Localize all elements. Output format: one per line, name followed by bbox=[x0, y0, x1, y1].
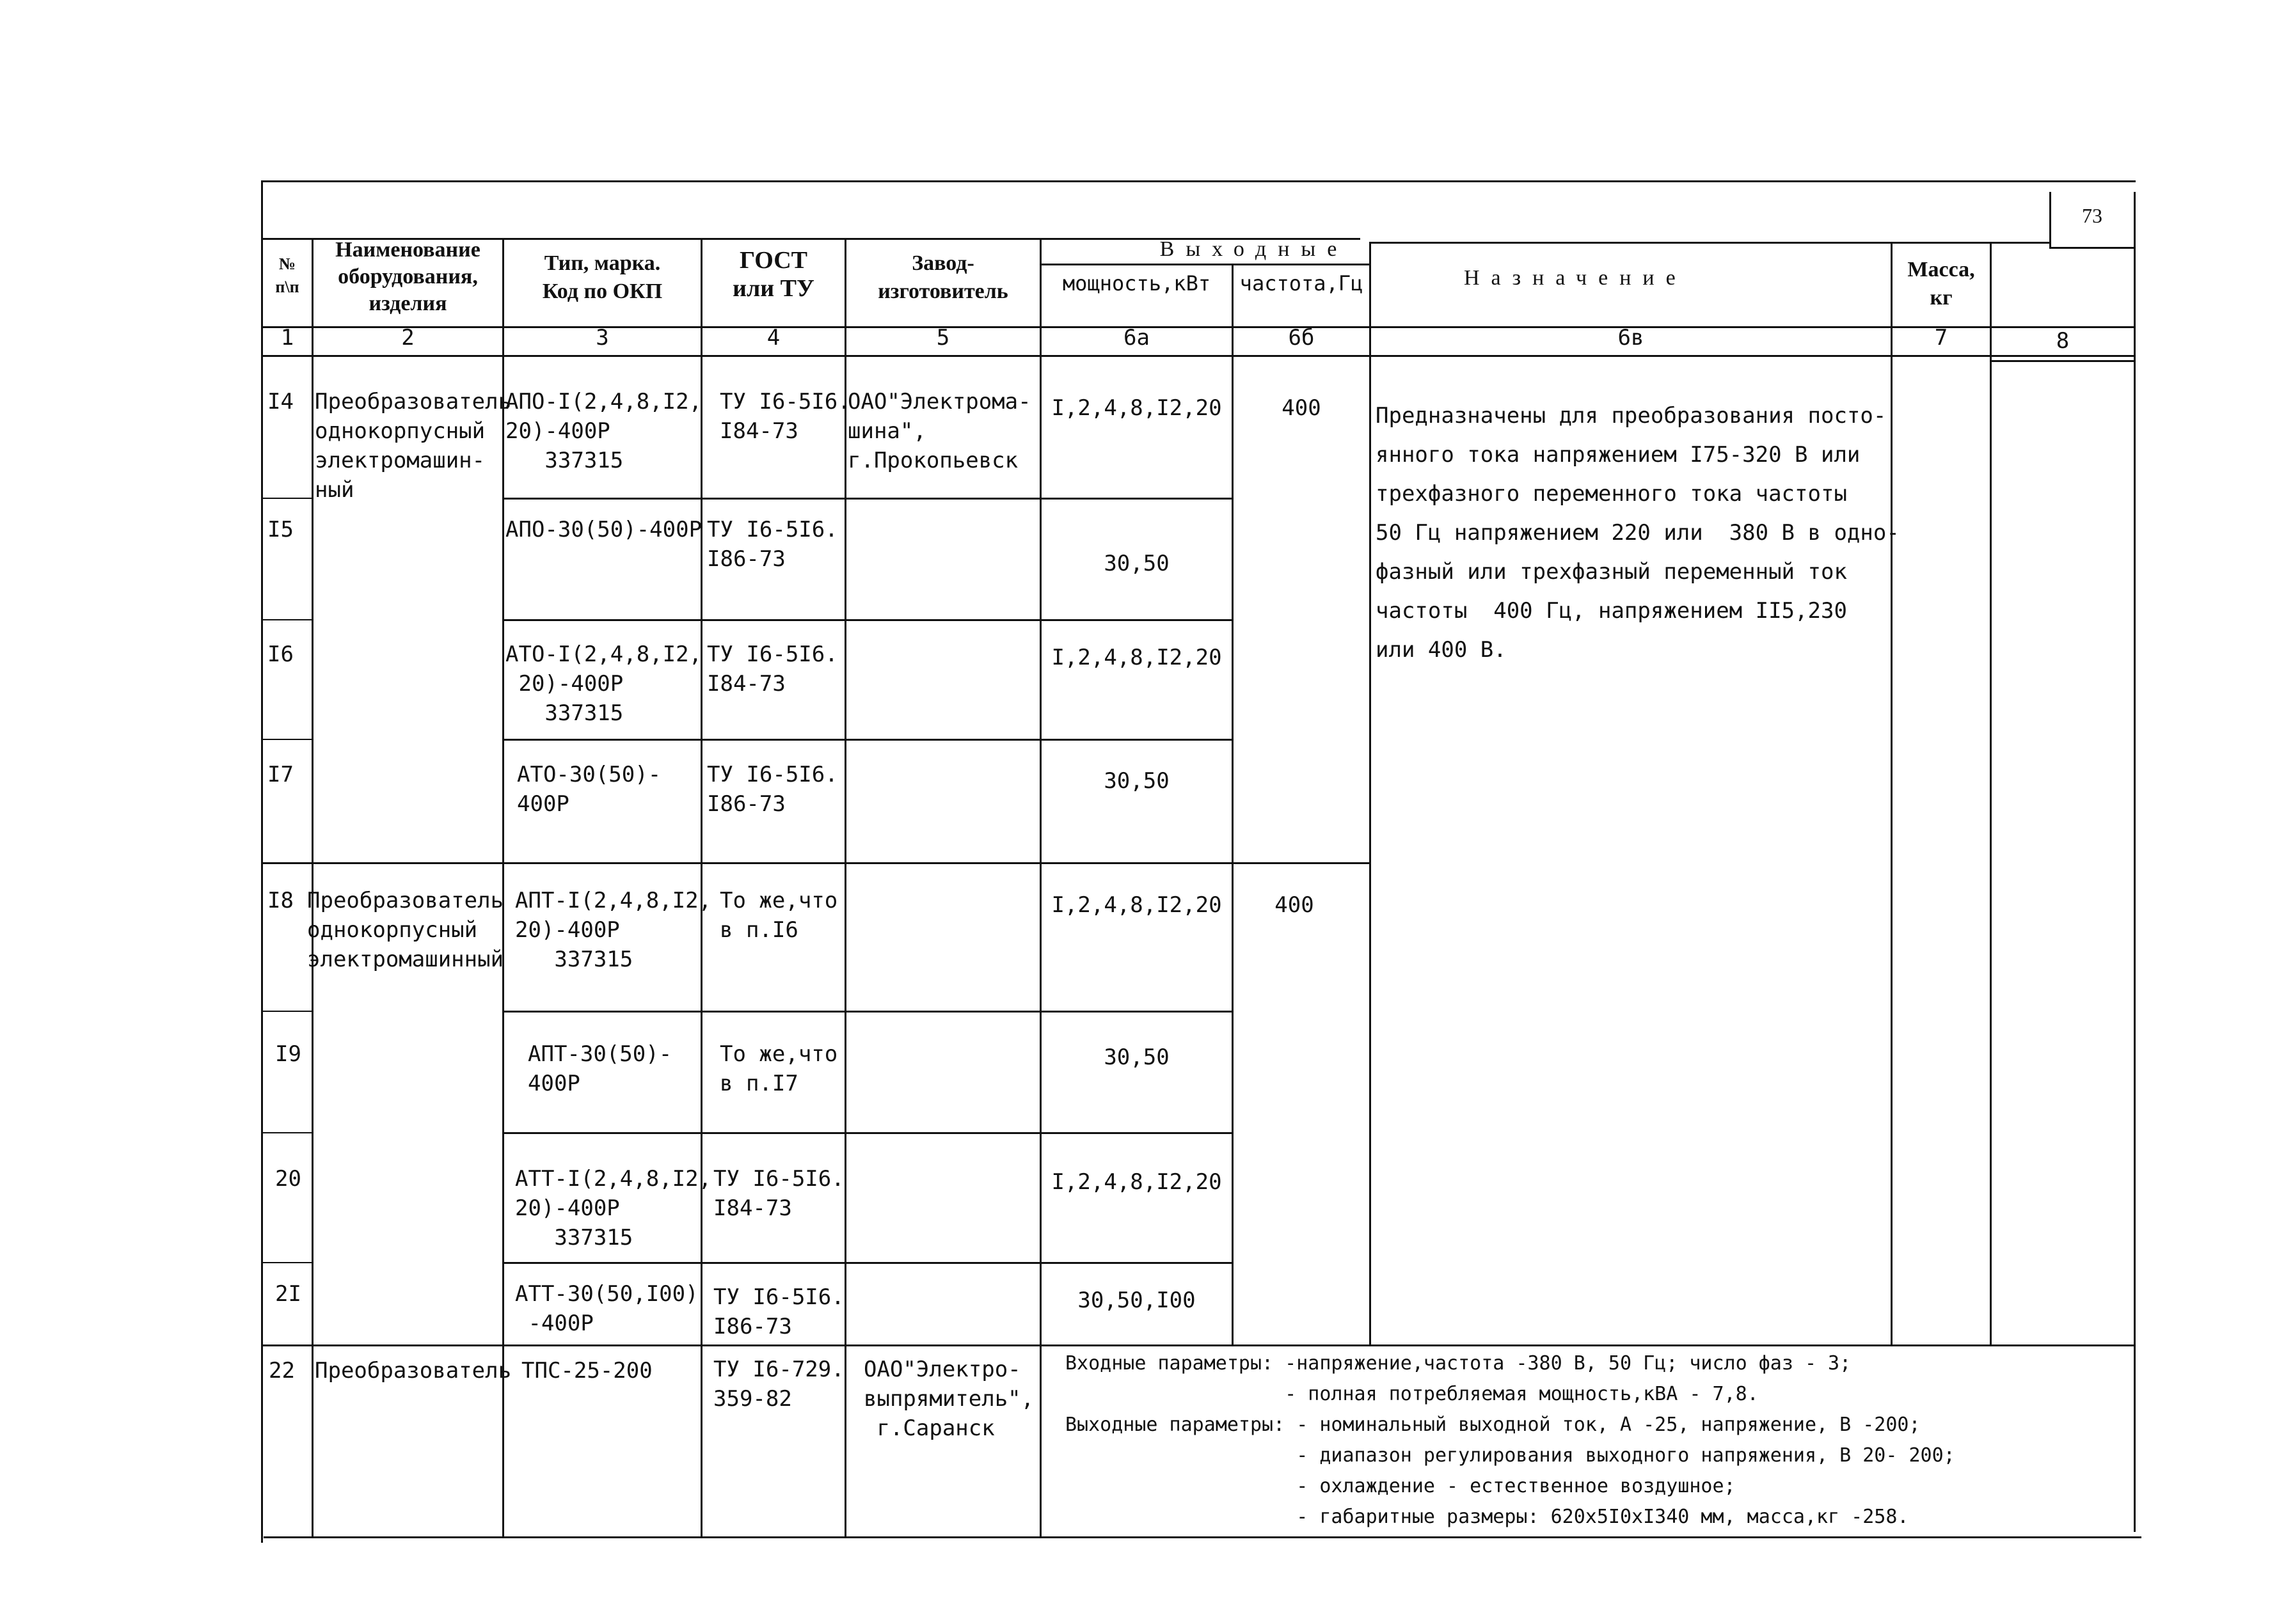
col-number-4: 4 bbox=[766, 325, 781, 351]
table-border-right bbox=[2134, 192, 2136, 1532]
row-22-manufacturer: ОАО"Электро- выпрямитель", г.Саранск bbox=[864, 1357, 1035, 1441]
row-line-14 bbox=[504, 498, 1233, 500]
col-number-6b: 6б bbox=[1288, 325, 1315, 351]
header-purpose: Назначение bbox=[1464, 266, 1687, 290]
header-gost: ГОСТ или ТУ bbox=[733, 247, 814, 302]
col-number-6a: 6а bbox=[1123, 325, 1150, 351]
row-line-20-num bbox=[261, 1262, 312, 1263]
col-number-5: 5 bbox=[936, 325, 950, 351]
row-line-16-num bbox=[261, 739, 312, 740]
row-22-number: 22 bbox=[269, 1358, 295, 1384]
header-top-line-right bbox=[1369, 242, 2049, 244]
col-line-6a bbox=[1232, 264, 1234, 1344]
table-border-bottom bbox=[264, 1536, 2141, 1538]
row-line-18 bbox=[504, 1011, 1233, 1013]
col-number-8: 8 bbox=[2056, 328, 2070, 354]
row-14-power: I,2,4,8,I2,20 bbox=[1051, 395, 1222, 421]
col-number-6v: 6в bbox=[1617, 325, 1644, 351]
row-20-power: I,2,4,8,I2,20 bbox=[1051, 1169, 1222, 1195]
col-line-5 bbox=[1040, 238, 1042, 1538]
colnum-bottom-line-right bbox=[1990, 360, 2134, 362]
row-line-14-num bbox=[261, 498, 312, 499]
page-number: 73 bbox=[2082, 204, 2102, 227]
header-row-number: № п\п bbox=[275, 255, 299, 296]
row-line-17 bbox=[261, 862, 1371, 864]
row-16-number: I6 bbox=[267, 642, 294, 667]
row-15-type: АПО-30(50)-400Р bbox=[505, 517, 702, 542]
col-number-3: 3 bbox=[596, 325, 609, 351]
header-mass: Масса, кг bbox=[1907, 258, 1975, 310]
row-22-parameters: Входные параметры: -напряжение,частота -380 В, 50 Гц; число фаз - 3; - полная потребляемая мощность,кВА - 7,8. Выходные параметры: - номинальный выходной ток, А -25, напряжение, В -200; - диапазон регулирования выходного напряжения, В 20- 200; - охлаждение - естественное воздушное; - габаритные размеры: 620х5I0хI340 мм, масса,кг -258. bbox=[1065, 1352, 1955, 1528]
output-group-line bbox=[1040, 264, 1369, 265]
row-19-power: 30,50 bbox=[1104, 1045, 1170, 1070]
row-18-gost: То же,что в п.I6 bbox=[720, 888, 838, 943]
row-20-type: АТТ-I(2,4,8,I2, 20)-400Р 337315 bbox=[515, 1166, 712, 1250]
row-17-power: 30,50 bbox=[1104, 768, 1170, 794]
table-border-left bbox=[261, 180, 263, 1543]
col-number-1: 1 bbox=[280, 325, 294, 351]
row-15-number: I5 bbox=[267, 517, 294, 542]
row-14-number: I4 bbox=[267, 389, 294, 414]
page-number-box-left bbox=[2049, 192, 2051, 248]
header-power: мощность,кВт bbox=[1062, 271, 1211, 296]
page-number-box-bottom bbox=[2049, 247, 2134, 249]
row-line-18-num bbox=[261, 1011, 312, 1012]
row-line-16 bbox=[504, 739, 1233, 741]
header-type-code: Тип, марка. Код по ОКП bbox=[542, 251, 663, 303]
row-21-gost: ТУ I6-5I6. I86-73 bbox=[713, 1284, 845, 1339]
row-line-19-num bbox=[261, 1132, 312, 1133]
row-16-type: АТО-I(2,4,8,I2, 20)-400Р 337315 bbox=[505, 642, 702, 726]
row-19-gost: То же,что в п.I7 bbox=[720, 1041, 838, 1096]
col-number-2: 2 bbox=[401, 325, 415, 351]
group1-purpose: Предназначены для преобразования посто- янного тока напряжением I75-320 В или трехфазного переменного тока частоты 50 Гц напряжением 220 или 380 В в одно- фазный или трехфазный переменный ток частоты 400 Гц, напряжением II5,230 или 400 В. bbox=[1376, 403, 1900, 663]
row-16-gost: ТУ I6-5I6. I84-73 bbox=[707, 642, 838, 697]
row-22-name: Преобразователь bbox=[315, 1358, 512, 1384]
row-line-15-num bbox=[261, 619, 312, 620]
row-17-type: АТО-30(50)- 400Р bbox=[517, 762, 662, 817]
row-17-gost: ТУ I6-5I6. I86-73 bbox=[707, 762, 838, 817]
row-14-frequency: 400 bbox=[1282, 395, 1321, 421]
row-20-number: 20 bbox=[275, 1166, 301, 1192]
header-manufacturer: Завод- изготовитель bbox=[878, 251, 1008, 303]
header-equipment-name: Наименование оборудования, изделия bbox=[335, 238, 480, 315]
row-21-power: 30,50,I00 bbox=[1077, 1288, 1196, 1313]
row-17-number: I7 bbox=[267, 762, 294, 787]
header-output-group: Выходные bbox=[1159, 237, 1349, 261]
row-18-power: I,2,4,8,I2,20 bbox=[1051, 892, 1222, 918]
row-14-type: АПО-I(2,4,8,I2, 20)-400Р 337315 bbox=[505, 389, 702, 473]
row-19-type: АПТ-30(50)- 400Р bbox=[528, 1041, 672, 1096]
row-14-gost: ТУ I6-5I6. I84-73 bbox=[720, 389, 851, 444]
row-line-17-freq bbox=[1232, 862, 1371, 864]
row-line-15 bbox=[504, 619, 1233, 621]
row-19-number: I9 bbox=[275, 1041, 301, 1067]
row-18-number: I8 bbox=[267, 888, 294, 913]
col-number-7: 7 bbox=[1934, 325, 1948, 351]
group1-equipment-name: Преобразователь однокорпусный электромашин- ный bbox=[315, 389, 512, 503]
row-line-21 bbox=[261, 1344, 2136, 1346]
col-line-7 bbox=[1990, 242, 1992, 1345]
row-21-number: 2I bbox=[275, 1281, 301, 1307]
col-line-6b bbox=[1369, 242, 1371, 1345]
header-frequency: частота,Гц bbox=[1239, 271, 1363, 296]
row-15-power: 30,50 bbox=[1104, 551, 1170, 576]
row-15-gost: ТУ I6-5I6. I86-73 bbox=[707, 517, 838, 572]
row-line-20 bbox=[504, 1262, 1233, 1264]
row-21-type: АТТ-30(50,I00) -400Р bbox=[515, 1281, 699, 1336]
group1-manufacturer: ОАО"Электрома- шина", г.Прокопьевск bbox=[848, 389, 1031, 473]
row-20-gost: ТУ I6-5I6. I84-73 bbox=[713, 1166, 845, 1221]
row-18-frequency: 400 bbox=[1274, 892, 1314, 918]
row-22-gost: ТУ I6-729. 359-82 bbox=[713, 1357, 845, 1412]
table-border-top bbox=[261, 180, 2136, 182]
row-18-type: АПТ-I(2,4,8,I2, 20)-400Р 337315 bbox=[515, 888, 712, 972]
row-line-19 bbox=[504, 1132, 1233, 1134]
colnum-bottom-line bbox=[261, 355, 2136, 357]
group2-equipment-name: Преобразователь однокорпусный электромашинный bbox=[307, 888, 504, 972]
row-16-power: I,2,4,8,I2,20 bbox=[1051, 645, 1222, 670]
row-22-type: ТПС-25-200 bbox=[521, 1358, 653, 1384]
